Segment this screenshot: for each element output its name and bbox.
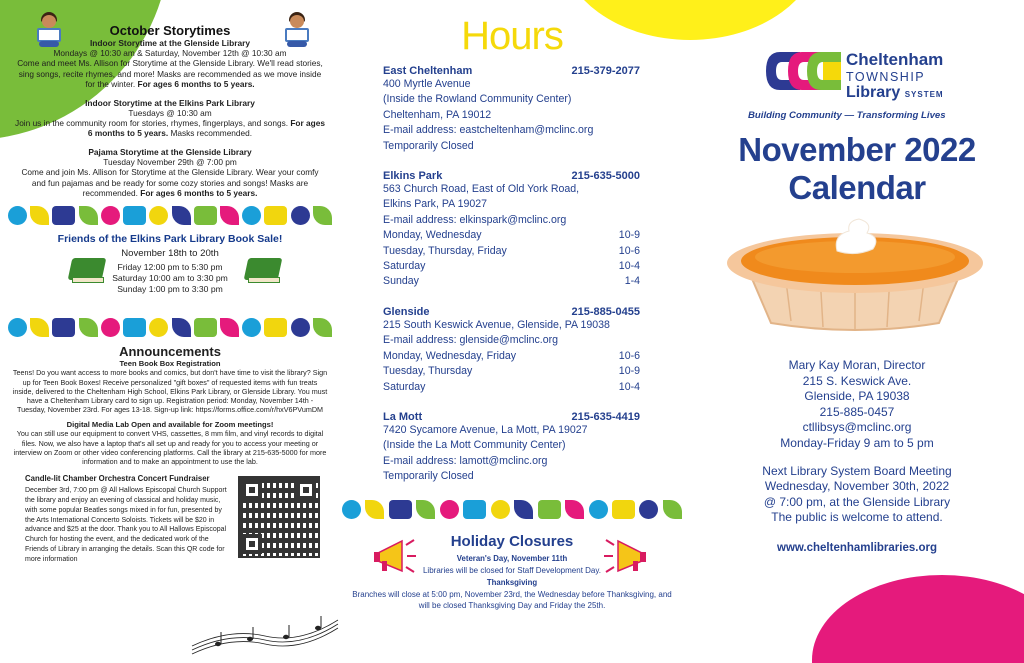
decorative-dot [8, 206, 27, 225]
holiday-closures-title: Holiday Closures [450, 532, 574, 550]
decorative-dot [491, 500, 510, 519]
decorative-dot [123, 206, 146, 225]
elkins-storytime-body [0, 108, 340, 139]
schedule-row [383, 228, 640, 243]
book-icon [70, 258, 104, 284]
decorative-dot [389, 500, 412, 519]
thanksgiving-text: Branches will close at 5:00 pm, November 23rd, the Wednesday before Thanksgiving, and will be closed Thanksgiving Day and Friday the 25th. [352, 589, 672, 610]
branch-elkins-park [340, 170, 684, 290]
branch-name: East Cheltenham [383, 65, 473, 77]
branch-name: La Mott [383, 410, 423, 423]
glenside-storytime-body [0, 48, 340, 90]
branch-email: E-mail address: eastcheltenham@mclinc.org [383, 124, 594, 137]
schedule-row [383, 349, 640, 364]
branch-email: E-mail address: elkinspark@mclinc.org [383, 213, 567, 226]
pajama-storytime [0, 147, 340, 199]
decorative-dot [463, 500, 486, 519]
decorative-dot [612, 500, 635, 519]
pajama-storytime-when: Tuesday November 29th @ 7:00 pm [103, 156, 237, 167]
book-sale-hours-line: Sunday 1:00 pm to 3:30 pm [117, 284, 223, 295]
teen-book-box-heading: Teen Book Box Registration [119, 359, 221, 369]
branch-address: (Inside the Rowland Community Center) [383, 93, 572, 106]
schedule-day: Saturday [383, 260, 426, 273]
director-contact [690, 358, 1024, 452]
branch-address: Elkins Park, PA 19027 [383, 198, 488, 211]
branch-address: 400 Myrtle Avenue [383, 78, 471, 90]
schedule-hours: 10-6 [618, 349, 640, 362]
storytimes-title: October Storytimes [109, 23, 231, 38]
pumpkin-pie-icon [725, 215, 985, 335]
schedule-day: Tuesday, Thursday [383, 365, 473, 378]
decorative-dot [172, 206, 191, 225]
reading-child-icon [284, 12, 310, 48]
schedule-day: Sunday [383, 275, 419, 288]
schedule-row [383, 244, 640, 259]
decorative-dot [416, 500, 435, 519]
elkins-storytime-masks: Masks recommended. [170, 128, 253, 139]
schedule-day: Saturday [383, 380, 426, 393]
concert-section [0, 474, 340, 604]
veterans-day-text: Libraries will be closed for Staff Development Day. [422, 565, 601, 575]
concert-body: December 3rd, 7:00 pm @ All Hallows Episcopal Church Support the library and enjoy an evening of classical and holiday music, with some popular Beatles songs mixed in for fun, presented by the Arts International Concerto Soloists. Tickets will be $20 in advance and $25 at the door. Thank you to All Hallows Episcopal Church for hosting the event, and the dedicated work of the Friends of Library in arranging the details. Scan this QR code for more information [25, 487, 227, 563]
decorative-dot [194, 206, 217, 225]
book-sale-section [0, 232, 340, 322]
hours-title: Hours [461, 14, 563, 58]
decorative-dot [639, 500, 658, 519]
director-address: 215 S. Keswick Ave. [802, 373, 912, 388]
schedule-hours: 1-4 [624, 275, 640, 288]
schedule-row [383, 380, 640, 395]
branch-name: Glenside [383, 305, 430, 318]
veterans-day-heading: Veteran's Day, November 11th [456, 553, 568, 563]
glenside-storytime-heading: Indoor Storytime at the Glenside Library [89, 38, 251, 48]
logo-tagline: Building Community — Transforming Lives [748, 110, 946, 121]
logo-c-green-icon [806, 52, 842, 90]
calendar-title-month: November 2022 [738, 131, 976, 168]
elkins-storytime-heading: Indoor Storytime at the Elkins Park Library [85, 97, 255, 108]
calendar-title [690, 131, 1024, 207]
decorative-dot [52, 206, 75, 225]
left-panel [0, 0, 340, 663]
branch-phone: 215-885-0455 [571, 305, 640, 318]
director-email: ctllibsys@mclinc.org [802, 420, 912, 435]
schedule-hours: 10-6 [618, 244, 640, 257]
schedule-hours: 10-4 [618, 260, 640, 273]
holiday-closures-section [340, 527, 684, 637]
decorative-dot [565, 500, 584, 519]
decorative-dot [440, 500, 459, 519]
hours-panel [340, 0, 684, 663]
decorative-dot [365, 500, 384, 519]
logo-wordmark [846, 50, 944, 102]
book-sale-hours-line: Friday 12:00 pm to 5:30 pm [117, 262, 223, 273]
megaphone-icon [602, 537, 648, 577]
board-meeting-line: Wednesday, November 30th, 2022 [764, 479, 950, 494]
book-icon [246, 258, 280, 284]
pajama-storytime-heading: Pajama Storytime at the Glenside Library [88, 146, 252, 157]
logo-line-library: Library [846, 84, 901, 101]
media-lab-heading: Digital Media Lab Open and available for Zoom meetings! [66, 420, 274, 430]
decorative-dot [514, 500, 533, 519]
glenside-storytime-when: Mondays @ 10:30 am & Saturday, November 12th @ 10:30 am [53, 48, 287, 58]
decorative-dot [538, 500, 561, 519]
branch-east-cheltenham [340, 65, 684, 154]
book-sale-hours-line: Saturday 10:00 am to 3:30 pm [112, 273, 228, 284]
book-sale-title: Friends of the Elkins Park Library Book Sale! [57, 233, 283, 246]
logo-line-system: SYSTEM [904, 90, 944, 99]
website-link[interactable]: www.cheltenhamlibraries.org [777, 541, 937, 554]
calendar-title-word: Calendar [788, 169, 926, 206]
announcements-title: Announcements [119, 344, 221, 360]
decorative-dot [663, 500, 682, 519]
decorative-dot [79, 206, 98, 225]
director-phone: 215-885-0457 [819, 404, 895, 419]
branch-address: Cheltenham, PA 19012 [383, 108, 492, 121]
branch-email: E-mail address: lamott@mclinc.org [383, 454, 548, 467]
elkins-storytime-ages: For ages 6 months to 5 years. [87, 118, 325, 139]
logo-line-township: TOWNSHIP [846, 70, 926, 84]
branch-glenside [340, 306, 684, 395]
library-logo [766, 50, 1024, 106]
media-lab-body: You can still use our equipment to convert VHS, cassettes, 8 mm film, and vinyl records to digital files. Now, we also have a laptop that's all set up and ready for you to access your meeting or interview on Zoom or other video conferencing platforms. Call the library at 215-635-5000 for more information and to make an appointment to use the lab. [13, 429, 327, 467]
decorative-dot-border [8, 204, 332, 226]
decorative-dot-border [342, 499, 682, 521]
schedule-hours: 10-9 [618, 365, 640, 378]
decorative-dot [342, 500, 361, 519]
thanksgiving-heading: Thanksgiving [486, 577, 538, 587]
teen-book-box-body: Teens! Do you want access to more books and comics, but don't have time to visit the library? Sign up for Teen Book Boxes! Receive personalized "gift boxes" of requested items with fun treats inside, delivered to the Cheltenham High School, Elkins Park Library, or Glenside Library. You must have a Cheltenham Library card to sign up. Registration period: Monday, November 14th - Tuesday, November 23rd. For ages 13-18. Sign-up link: https://forms.office.com/r/hxV6PVumDM [12, 368, 328, 415]
glenside-storytime-ages: For ages 6 months to 5 years. [137, 79, 255, 90]
pajama-storytime-ages: For ages 6 months to 5 years. [140, 188, 258, 199]
board-meeting-line: @ 7:00 pm, at the Glenside Library [763, 494, 951, 509]
director-hours: Monday-Friday 9 am to 5 pm [780, 435, 934, 450]
branch-status: Temporarily Closed [383, 139, 474, 152]
branch-phone: 215-635-5000 [571, 170, 640, 183]
board-meeting-line: Next Library System Board Meeting [762, 463, 952, 478]
pajama-storytime-body [0, 157, 340, 199]
megaphone-icon [372, 537, 418, 577]
schedule-row [383, 259, 640, 274]
schedule-row [383, 274, 640, 289]
decorative-dot [313, 206, 332, 225]
branch-phone: 215-635-4419 [571, 410, 640, 423]
book-sale-hours [0, 262, 340, 295]
branch-email: E-mail address: glenside@mclinc.org [383, 334, 559, 347]
branch-phone: 215-379-2077 [571, 65, 640, 77]
music-notes-icon [190, 608, 340, 658]
branch-la-mott [340, 411, 684, 485]
decorative-dot [264, 206, 287, 225]
branch-address: 215 South Keswick Avenue, Glenside, PA 19038 [383, 318, 610, 331]
branch-address: 7420 Sycamore Avenue, La Mott, PA 19027 [383, 423, 588, 436]
director-name: Mary Kay Moran, Director [788, 358, 926, 372]
branch-address: (Inside the La Mott Community Center) [383, 439, 566, 452]
elkins-storytime-when: Tuesdays @ 10:30 am [128, 107, 212, 118]
board-meeting-notice [690, 464, 1024, 526]
cover-panel [690, 0, 1024, 663]
logo-line-cheltenham: Cheltenham [846, 50, 944, 69]
decorative-dot [30, 206, 49, 225]
decorative-dot [101, 206, 120, 225]
schedule-hours: 10-4 [618, 380, 640, 393]
concert-heading: Candle-lit Chamber Orchestra Concert Fundraiser [25, 474, 210, 484]
qr-code[interactable] [238, 476, 320, 558]
decorative-dot [589, 500, 608, 519]
decorative-dot [149, 206, 168, 225]
branch-status: Temporarily Closed [383, 470, 474, 483]
decorative-dot [242, 206, 261, 225]
director-city: Glenside, PA 19038 [804, 389, 910, 404]
glenside-storytime-desc: Come and meet Ms. Allison for Storytime at the Glenside Library. We'll read stories, sing songs, recite rhymes, and more! Masks are recommended as we move inside for the winter. [17, 58, 323, 90]
decorative-dot [220, 206, 239, 225]
reading-child-icon [36, 12, 62, 48]
schedule-day: Tuesday, Thursday, Friday [383, 244, 507, 257]
decorative-dot [291, 206, 310, 225]
branch-name: Elkins Park [383, 170, 443, 183]
schedule-day: Monday, Wednesday [383, 229, 482, 242]
pajama-storytime-desc: Come and join Ms. Allison for Storytime at the Glenside Library. Wear your comfy and fun pajamas and be ready for some cozy stories and songs! Masks are recommended. [21, 167, 319, 199]
branch-address: 563 Church Road, East of Old York Road, [383, 183, 580, 196]
board-meeting-line: The public is welcome to attend. [771, 510, 943, 525]
book-sale-dates: November 18th to 20th [121, 248, 219, 260]
schedule-day: Monday, Wednesday, Friday [383, 349, 517, 362]
schedule-row [383, 364, 640, 379]
elkins-storytime-desc: Join us in the community room for stories, rhymes, fingerplays, and songs. [15, 118, 289, 129]
elkins-storytime [0, 98, 340, 139]
schedule-hours: 10-9 [618, 229, 640, 242]
